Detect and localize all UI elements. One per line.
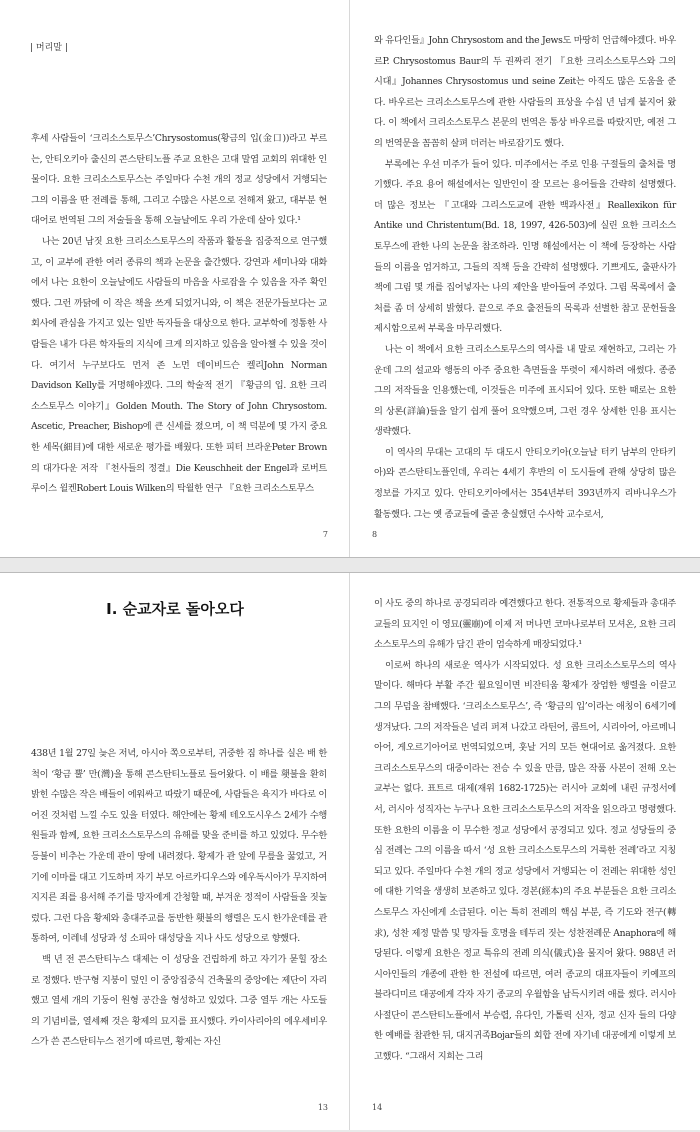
page-7 xyxy=(0,0,350,557)
body-text xyxy=(374,594,676,1068)
page-14 xyxy=(350,573,700,1130)
body-text xyxy=(31,129,327,500)
paragraph: 나는 이 책에서 요한 크리소스토무스의 역사를 내 말로 재현하고, 그리는 가운데 그의 설교와 행동의 아주 중요한 측면들을 뚜렷이 제시하려 애썼다. 종종 그의 저작들을 인용했는데, 이것들은 미주에 표시되어 있다. 또한 때로는 요한의 상론(詳論)들을 알기 쉽게 풀어 요약했으며, 그런 경우 상세한 인용 표시는 생략했다. xyxy=(374,343,676,438)
page-number: 8 xyxy=(372,530,378,539)
chapter-title: I. 순교자로 돌아오다 xyxy=(106,600,244,618)
page-number: 13 xyxy=(317,1103,328,1112)
paragraph: 와 유다인들』John Chrysostom and the Jews도 마땅히 언급해야겠다. 바우르P. Chrysostomus Baur의 두 권짜리 전기 『요한 크리소스토무스와 그의 시대』Johannes Chrysostomus und seine Zeit는 아직도 많은 도움을 준다. 바우르는 크리소스토무스에 관한 사람들의 표상을 수십 년 넘게 붙지어 왔다. 이 책에서 크리소스토무스 본문의 번역은 통상 바우르를 따랐지만, 예전 그의 번역문을 꼼꼼히 살펴 더러는 바로잡기도 했다. xyxy=(374,35,676,149)
paragraph: 이 역사의 무대는 고대의 두 대도시 안티오키아(오늘날 터키 남부의 안타키아)와 콘스탄티노플인데, 우리는 4세기 후반의 이 도시들에 관해 상당히 많은 정보를 가지고 있다. 안티오키아에서는 354년부터 393년까지 리바니우스가 활동했다. 그는 옛 종교들에 줄곧 충실했던 수사학 교수로서, xyxy=(374,446,676,520)
paragraph: 후세 사람들이 ‘크리소스토무스’Chrysostomus(황금의 입(金口))라고 부르는, 안티오키아 출신의 콘스탄티노플 주교 요한은 고대 말엽 교회의 위대한 인물이다. 요한 크리소스토무스는 주일마다 수천 개의 정교 성당에서 거행되는 그의 이름을 딴 전례를 통해, 그리고 수많은 사본으로 전해져 왔고, 대부분 현대어로 번역된 그의 저술들을 통해 오늘날에도 우리 가운데 살아 있다.¹ xyxy=(31,133,327,227)
paragraph: 438년 1월 27일 늦은 저녁, 아시아 쪽으로부터, 귀중한 짐 하나를 실은 배 한 척이 ‘황금 뿔’ 만(灣)을 통해 콘스탄티노플로 들어왔다. 이 배를 횃불을 환히 밝힌 수많은 작은 배들이 에워싸고 따랐기 때문에, 사람들은 육지가 바다로 이어진 것처럼 느낄 수도 있을 터였다. 해안에는 황제 테오도시우스 2세가 수행원들과 함께, 요한 크리소스토무스의 유해를 맞을 준비를 하고 있었다. 무수한 등불이 비추는 가운데 관이 땅에 내려졌다. 황제가 관 앞에 무릎을 꿇었고, 거기에 이마를 대고 기도하며 자기 부모 아르카디우스와 에우독시아가 무지하여 지지른 죄를 용서해 주기를 망자에게 간청할 때, 부겨운 정적이 사람들을 짓눌렀다. 그런 다음 황제와 총대주교를 동반한 횃불의 행렬은 도시 한가운데를 관통하여, 이레네 성당과 성 소피아 대성당을 지나 사도 성당으로 향했다. xyxy=(31,748,327,945)
page-13 xyxy=(0,573,350,1130)
book-spread-top xyxy=(0,0,700,558)
paragraph: 이 사도 중의 하나로 공경되리라 예견했다고 한다. 전통적으로 황제들과 총대주교들의 묘지인 이 영묘(靈廟)에 이제 저 머나먼 코마나로부터 모셔온, 요한 크리소스토무스의 유해가 담긴 관이 엄숙하게 매장되었다.¹ xyxy=(374,598,676,651)
body-text xyxy=(374,31,676,525)
paragraph: 이로써 하나의 새로운 역사가 시작되었다. 성 요한 크리소스토무스의 역사 말이다. 해마다 부활 주간 월요일이면 비잔티움 황제가 장엄한 행렬을 이끌고 그의 무덤을 참배했다. ‘크리소스토무스’, 즉 ‘황금의 입’이라는 애칭이 6세기에 생겨났다. 그의 저작들은 널리 퍼져 나갔고 라틴어, 콥트어, 시리아어, 아르메니아어, 게오르기아어로 번역되었으며, 훗날 거의 모든 현대어로 옮겨졌다. 요한 크리소스토무스의 대중이라는 전승 수 있을 만큼, 많은 작품 사본이 전해 오는 교부는 없다. 표트르 대제(재위 1682-1725)는 러시아 교회에 내린 규정서에서, 러시아 성직자는 누구나 요한 크리소스토무스의 저작을 읽으라고 명령했다. 또한 요한의 이름을 이 무수한 정교 성당에서 공경되고 있다. 정교 성당들의 중심 전례는 그의 이름을 따서 ‘성 요한 크리소스토무스의 거룩한 전례’라고 지칭되고 있다. 주일마다 수천 개의 정교 성당에서 거행되는 이 전례는 위대한 성인에 대한 기억을 생생히 보존하고 있다. 경본(經本)의 주요 부분들은 요한 크리소스토무스 자신에게 소급된다. 이는 특히 전례의 핵심 부분, 즉 기도와 전구(轉求), 성찬 제정 말씀 및 망자들 호명을 테두리 짓는 성찬전례문 Anaphora에 해당된다. 이렇게 요한은 정교 특유의 전례 의식(儀式)을 물지어 왔다. 988년 러시아인들의 개종에 관한 한 전설에 따르면, 여러 종교의 대표자들이 키예프의 블라디미르 대공에게 각자 자기 종교의 우월함을 납득시키려 애를 썼다. 러시아 사절단이 콘스탄티노플에서 부승렵, 유다인, 가톨릭 신자, 정교 신자 들의 다양한 예배를 참관한 뒤, 대지귀족Bojar들의 회합 전에 자기네 대공에게 이렇게 보고했다. “그래서 지희는 그리 xyxy=(374,659,676,1063)
paragraph: 나는 20년 남짓 요한 크리소스토무스의 작품과 활동을 집중적으로 연구했고, 이 교부에 관한 여러 종류의 책과 논문을 출간했다. 강연과 세미나와 대화에서 나는 요한이 오늘날에도 사람들의 마음을 사로잡을 수 있음을 자주 확인했다. 그런 까닭에 이 작은 책을 쓰게 되었거니와, 이 책은 전문가들보다는 교회사에 관심을 가지고 있는 일반 독자들을 대상으로 한다. 교부학에 정통한 사람들은 내가 다른 학자들의 지식에 크게 의지하고 있음을 알아챌 수 있을 것이다. 여기서 누구보다도 먼저 존 노먼 데이비드슨 켈리John Norman Davidson Kelly를 거명해야겠다. 그의 학술적 전기 『황금의 입. 요한 크리소스토무스 이야기』Golden Mouth. The Story of John Chrysostom. Ascetic, Preacher, Bishop에 큰 신세를 졌으며, 이 책 덕분에 몇 가지 중요한 세목(細目)에 대한 새로운 평가를 배웠다. 또한 피터 브라운Peter Brown의 대가다운 저작 『천사들의 정결』Die Keuschheit der Engel과 로버트 루이스 윌켄Robert Louis Wilken의 탁월한 연구 『요한 크리소스토무스 xyxy=(31,235,327,495)
page-number: 14 xyxy=(372,1103,383,1112)
running-head: | 머리말 | xyxy=(30,43,68,53)
page-number: 7 xyxy=(322,530,328,539)
paragraph: 백 년 전 콘스탄티누스 대제는 이 성당을 건립하게 하고 자기가 묻힐 장소로 정했다. 반구형 지붕이 덮인 이 중앙집중식 건축물의 중앙에는 제단이 자리했고 열세 개의 기둥이 원형 공간을 형성하고 있었다. 그중 열두 개는 사도들의 기념비를, 열세째 것은 황제의 묘지를 표시했다. 카이사리아의 에우세비우스가 쓴 콘스탄티누스 전기에 따르면, 황제는 자신 xyxy=(31,953,327,1048)
body-text xyxy=(31,744,327,1053)
book-spread-bottom xyxy=(0,572,700,1130)
paragraph: 부록에는 우선 미주가 들어 있다. 미주에서는 주로 인용 구절들의 출처를 명기했다. 주요 용어 해설에서는 일반인이 잘 모르는 용어들을 간략히 설명했다. 더 많은 정보는 『고대와 그리스도교에 관한 백과사전』Reallexikon für Antike und Christentum(Bd. 18, 1997, 426-503)에 실린 요한 크리소스토무스에 관한 나의 논문을 참조하라. 인명 해설에서는 이 책에 등장하는 사람들의 이름을 엄거하고, 그들의 직책 등을 간략히 설명했다. 기쁘게도, 출판사가 책에 그림 몇 개를 집어넣자는 나의 제안을 받아들여 주었다. 그림 목록에서 출처를 좀 더 상세히 밝혔다. 끝으로 주요 출전들의 목록과 선별한 참고 문헌들을 제시함으로써 부록을 마무리했다. xyxy=(374,158,676,335)
page-8 xyxy=(350,0,700,557)
